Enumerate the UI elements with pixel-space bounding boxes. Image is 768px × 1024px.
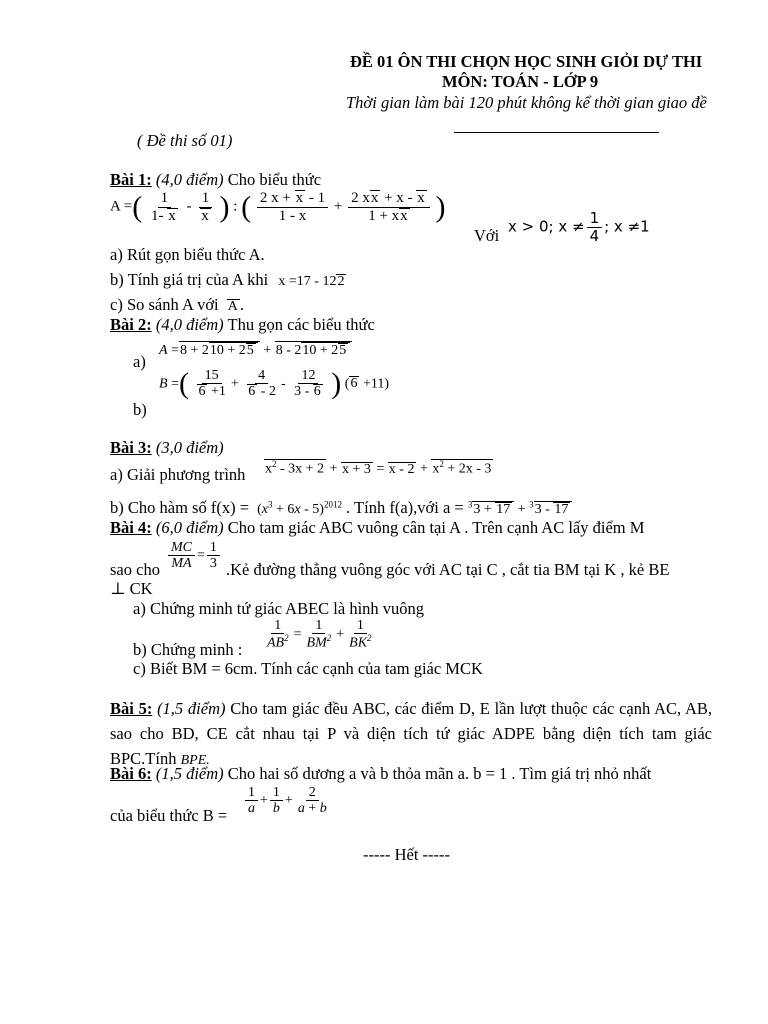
- bai2-formula-B: B =( $\frac{15}{6 +1}$ + $\frac{4}{6 - 2}$ - $\frac{12}{3 - 6}$ ) (6 +11): [159, 367, 390, 401]
- bai1-condition: x > 0; x ≠ $\frac{1}{4}$ ; x ≠1: [508, 209, 650, 245]
- bai3-equation: $x^2 - 3x + 2 + x + 3 = x - 2 + x^2 + 2x - 3$: [265, 459, 492, 477]
- bai1-heading: [110, 170, 321, 190]
- bai4-part-b: b) Chứng minh :: [133, 640, 243, 659]
- bai1-part-a: a) Rút gọn biểu thức A.: [110, 245, 265, 264]
- bai3-points: (3,0 điểm): [155, 438, 224, 457]
- bai5-points: (1,5 điểm): [157, 699, 226, 718]
- bai1-part-b: b) Tính giá trị của A khi x =17 - 122: [110, 270, 345, 289]
- bai1-points: (4,0 điểm): [155, 170, 224, 189]
- bai6-points: (1,5 điểm): [155, 764, 224, 783]
- bai1-label: Bài 1:: [110, 170, 152, 189]
- bai4-identity: $\frac{1}{AB^2}$ = $\frac{1}{BM^2}$ + $\frac{1}{BK^2}$: [267, 618, 372, 652]
- bai4-line2: sao cho: [110, 560, 160, 579]
- bai2-part-a-label: a): [133, 352, 146, 371]
- exam-code: ( Đề thi số 01): [137, 131, 233, 150]
- bai5-angle: BPE.: [180, 753, 210, 768]
- bai3-part-a: a) Giải phương trình: [110, 465, 246, 484]
- bai5-label: Bài 5:: [110, 699, 153, 718]
- bai3-part-b: b) Cho hàm số $f(x) = (x^3 + 6x - 5)^{2012}$ . Tính f(a),với a = $^3$3 + 17 + $^3$3 - 17: [110, 498, 572, 518]
- bai2-intro: Thu gọn các biểu thức: [227, 315, 375, 334]
- bai1-part-c: c) So sánh A với A .: [110, 295, 245, 314]
- bai6-line2: của biểu thức B =: [110, 806, 228, 825]
- bai4-part-a: a) Chứng minh tứ giác ABEC là hình vuông: [133, 599, 425, 618]
- bai4-points: (6,0 điểm): [155, 518, 224, 537]
- bai1-voi: Với: [474, 226, 500, 245]
- bai2-part-b-label: b): [133, 400, 147, 419]
- bai6-label: Bài 6:: [110, 764, 152, 783]
- bai2-heading: [110, 315, 375, 335]
- bai3-label: Bài 3:: [110, 438, 152, 457]
- bai6-heading: [110, 764, 651, 784]
- header-rule: [454, 132, 659, 133]
- bai2-label: Bài 2:: [110, 315, 152, 334]
- bai4-ratio: $\frac{MC}{MA}$ = $\frac{1}{3}$: [166, 540, 222, 572]
- exam-time: Thời gian làm bài 120 phút không kể thời gian giao đề: [346, 93, 707, 112]
- bai6-expression: $\frac{1}{a}$ + $\frac{1}{b}$ + $\frac{2}{a + b}$: [243, 785, 332, 817]
- bai4-heading: [110, 518, 644, 538]
- bai1-formula-A: A =( $\frac{1}{1- x}$ - $\frac{1}{x}$ ) : ( $\frac{2 x + x - 1}{1 - x}$ + $\frac{2 xx + x - x}{1 + xx}$ ): [110, 190, 446, 224]
- bai4-part-c: c) Biết BM = 6cm. Tính các cạnh của tam giác MCK: [133, 659, 483, 678]
- bai1-intro: Cho biểu thức: [227, 170, 322, 189]
- bai2-points: (4,0 điểm): [155, 315, 224, 334]
- exam-title: ĐỀ 01 ÔN THI CHỌN HỌC SINH GIỎI DỰ THI: [350, 52, 703, 71]
- bai2-formula-A: A =8 + 210 + 25 + 8 - 210 + 25: [159, 341, 352, 359]
- bai5-text: Cho tam giác đều ABC, các điểm D, E lần lượt thuộc các cạnh AC, AB, sao cho BD, CE cắt nhau tại P và diện tích tứ giác ADPE bằng diện tích tam giác BPC.Tính: [110, 699, 712, 768]
- bai4-line3: ⊥ CK: [110, 579, 153, 598]
- bai6-text: Cho hai số dương a và b thỏa mãn a. b = 1 . Tìm giá trị nhỏ nhất: [227, 764, 652, 783]
- bai4-intro: Cho tam giác ABC vuông cân tại A . Trên cạnh AC lấy điểm M: [227, 518, 645, 537]
- bai4-label: Bài 4:: [110, 518, 152, 537]
- bai5-block: [110, 696, 712, 773]
- exam-subject: MÔN: TOÁN - LỚP 9: [442, 72, 599, 91]
- bai4-line2b: .Kẻ đường thẳng vuông góc với AC tại C , cắt tia BM tại K , kẻ BE: [226, 560, 670, 579]
- bai3-heading: [110, 438, 224, 458]
- end-marker: ----- Hết -----: [363, 845, 451, 864]
